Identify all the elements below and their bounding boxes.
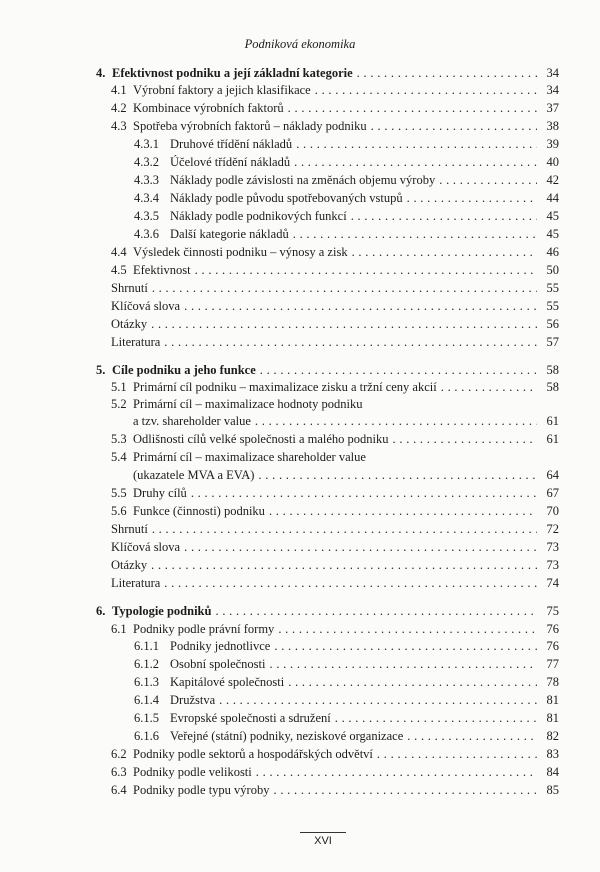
toc-entry-number: 6.4 xyxy=(111,783,127,797)
toc-entry-title: Kombinace výrobních faktorů xyxy=(133,101,284,115)
toc-entry xyxy=(134,693,559,707)
toc-leader-dots xyxy=(335,711,537,725)
toc-entry-title: Shrnutí xyxy=(111,522,148,536)
toc-leader-dots xyxy=(273,783,537,797)
toc-entry xyxy=(134,191,559,205)
toc-entry-page: 72 xyxy=(546,522,559,536)
toc-leader-dots xyxy=(274,639,537,653)
toc-entry-number: 4.3.1 xyxy=(134,137,159,151)
toc-leader-dots xyxy=(393,432,537,446)
toc-entry-number: 6.3 xyxy=(111,765,127,779)
toc-entry-page: 76 xyxy=(546,639,559,653)
toc-leader-dots xyxy=(184,540,537,554)
toc-entry-page: 34 xyxy=(546,83,559,97)
toc-entry-number: 6.2 xyxy=(111,747,127,761)
toc-entry xyxy=(111,380,559,394)
toc-entry-page: 84 xyxy=(546,765,559,779)
toc-entry-page: 78 xyxy=(546,675,559,689)
toc-entry-page: 57 xyxy=(546,335,559,349)
toc-entry-title: Klíčová slova xyxy=(111,540,181,554)
toc-entry xyxy=(111,540,559,554)
toc-entry xyxy=(134,155,559,169)
toc-entry-number: 4. xyxy=(96,66,106,80)
toc-leader-dots xyxy=(152,281,537,295)
toc-entry-title: Cíle podniku a jeho funkce xyxy=(112,363,256,377)
toc-leader-dots xyxy=(151,317,537,331)
toc-entry-number: 5.6 xyxy=(111,504,127,518)
toc-leader-dots xyxy=(296,137,537,151)
toc-entry xyxy=(134,729,559,743)
toc-entry-number: 6.1 xyxy=(111,622,127,636)
running-head: Podniková ekonomika xyxy=(244,37,356,51)
toc-entry-title: Typologie podniků xyxy=(112,604,212,618)
toc-leader-dots xyxy=(164,576,537,590)
toc-entry-page: 82 xyxy=(546,729,559,743)
toc-entry-title: Výrobní faktory a jejich klasifikace xyxy=(133,83,311,97)
toc-entry-number: 4.3 xyxy=(111,119,127,133)
toc-entry-page: 76 xyxy=(546,622,559,636)
toc-entry xyxy=(134,209,559,223)
toc-entry xyxy=(111,504,559,518)
toc-entry-page: 46 xyxy=(546,245,559,259)
toc-entry-page: 70 xyxy=(546,504,559,518)
toc-leader-dots xyxy=(377,747,537,761)
toc-entry-number: 6.1.1 xyxy=(134,639,159,653)
toc-entry-title: Literatura xyxy=(111,335,161,349)
toc-leader-dots xyxy=(357,66,537,80)
toc-entry-page: 61 xyxy=(546,432,559,446)
toc-leader-dots xyxy=(195,263,537,277)
toc-entry-title: Náklady podle podnikových funkcí xyxy=(170,209,347,223)
toc-entry-page: 81 xyxy=(546,711,559,725)
toc-entry xyxy=(111,299,559,313)
toc-entry xyxy=(134,227,559,241)
toc-entry-page: 38 xyxy=(546,119,559,133)
toc-entry-title: Primární cíl – maximalizace hodnoty podniku xyxy=(133,397,363,411)
toc-entry-page: 67 xyxy=(546,486,559,500)
toc-entry-title: Náklady podle původu spotřebovaných vstupů xyxy=(170,191,403,205)
toc-entry-title: Shrnutí xyxy=(111,281,148,295)
toc-entry xyxy=(111,397,559,411)
toc-entry-page: 85 xyxy=(546,783,559,797)
toc-entry-title: Výsledek činnosti podniku – výnosy a zisk xyxy=(133,245,348,259)
toc-entry-page: 73 xyxy=(546,558,559,572)
toc-leader-dots xyxy=(288,675,537,689)
toc-entry-number: 6.1.4 xyxy=(134,693,159,707)
toc-entry-page: 39 xyxy=(546,137,559,151)
toc-entry xyxy=(111,783,559,797)
toc-entry-number: 4.4 xyxy=(111,245,127,259)
toc-entry-page: 45 xyxy=(546,227,559,241)
toc-entry-page: 42 xyxy=(546,173,559,187)
toc-entry-title: Kapitálové společnosti xyxy=(170,675,285,689)
toc-entry-title: Podniky podle velikosti xyxy=(133,765,252,779)
toc-entry-title: Odlišnosti cílů velké společnosti a malého podniku xyxy=(133,432,389,446)
toc-entry xyxy=(111,450,559,464)
toc-entry-title: Osobní společnosti xyxy=(170,657,266,671)
toc-entry xyxy=(111,281,559,295)
toc-entry-title: Družstva xyxy=(170,693,216,707)
toc-entry-page: 44 xyxy=(546,191,559,205)
toc-leader-dots xyxy=(407,191,537,205)
toc-entry-number: 5.3 xyxy=(111,432,127,446)
toc-entry-number: 6.1.2 xyxy=(134,657,159,671)
toc-entry-number: 5.2 xyxy=(111,397,127,411)
toc-entry-page: 56 xyxy=(546,317,559,331)
toc-leader-dots xyxy=(294,155,537,169)
toc-entry xyxy=(111,558,559,572)
toc-entry-page: 73 xyxy=(546,540,559,554)
toc-entry-number: 4.3.6 xyxy=(134,227,159,241)
toc-entry-title: Primární cíl – maximalizace shareholder value xyxy=(133,450,366,464)
toc-entry-title: Primární cíl podniku – maximalizace zisku a tržní ceny akcií xyxy=(133,380,437,394)
toc-entry xyxy=(111,335,559,349)
toc-leader-dots xyxy=(164,335,537,349)
toc-entry xyxy=(111,765,559,779)
toc-entry-title: a tzv. shareholder value xyxy=(133,414,251,428)
toc-entry-page: 75 xyxy=(546,604,559,618)
toc-entry-title: Otázky xyxy=(111,558,148,572)
toc-leader-dots xyxy=(441,380,537,394)
toc-chapter-entry xyxy=(96,604,559,618)
toc-entry-number: 4.3.4 xyxy=(134,191,159,205)
toc-entry-page: 55 xyxy=(546,281,559,295)
toc-entry-title: Spotřeba výrobních faktorů – náklady podniku xyxy=(133,119,367,133)
toc-entry-number: 4.3.2 xyxy=(134,155,159,169)
toc-chapter-entry xyxy=(96,363,559,377)
toc-leader-dots xyxy=(352,245,537,259)
toc-leader-dots xyxy=(288,101,537,115)
toc-leader-dots xyxy=(260,363,537,377)
toc-entry-number: 4.3.3 xyxy=(134,173,159,187)
toc-entry xyxy=(134,639,559,653)
toc-entry-number: 5.1 xyxy=(111,380,127,394)
toc-entry-title: Literatura xyxy=(111,576,161,590)
toc-entry-page: 58 xyxy=(546,380,559,394)
toc-leader-dots xyxy=(269,504,537,518)
toc-leader-dots xyxy=(315,83,537,97)
toc-entry-number: 6.1.3 xyxy=(134,675,159,689)
toc-entry-title: Evropské společnosti a sdružení xyxy=(170,711,331,725)
toc-entry xyxy=(111,101,559,115)
toc-entry xyxy=(111,622,559,636)
toc-entry-title: Otázky xyxy=(111,317,148,331)
toc-entry-title: Podniky podle právní formy xyxy=(133,622,275,636)
toc-entry-page: 45 xyxy=(546,209,559,223)
toc-entry-title: Podniky podle typu výroby xyxy=(133,783,270,797)
toc-leader-dots xyxy=(371,119,537,133)
page-number: XVI xyxy=(314,835,332,847)
toc-leader-dots xyxy=(215,604,537,618)
toc-leader-dots xyxy=(191,486,537,500)
toc-entry-page: 58 xyxy=(546,363,559,377)
toc-entry xyxy=(134,137,559,151)
toc-entry-page: 61 xyxy=(546,414,559,428)
toc-entry-number: 6. xyxy=(96,604,106,618)
toc-entry-number: 5. xyxy=(96,363,106,377)
toc-entry xyxy=(111,747,559,761)
toc-entry-page: 64 xyxy=(546,468,559,482)
toc-entry-number: 4.3.5 xyxy=(134,209,159,223)
toc-leader-dots xyxy=(258,468,537,482)
toc-entry-title: Účelové třídění nákladů xyxy=(170,155,291,169)
toc-entry-title: Další kategorie nákladů xyxy=(170,227,289,241)
toc-entry-title: Klíčová slova xyxy=(111,299,181,313)
toc-entry xyxy=(133,414,559,428)
toc-chapter-entry xyxy=(96,66,559,80)
toc-leader-dots xyxy=(255,414,537,428)
toc-entry xyxy=(111,263,559,277)
folio-rule xyxy=(300,832,346,833)
toc-entry xyxy=(111,576,559,590)
toc-leader-dots xyxy=(184,299,537,313)
toc-entry-number: 6.1.5 xyxy=(134,711,159,725)
toc-leader-dots xyxy=(407,729,537,743)
toc-entry xyxy=(134,173,559,187)
toc-entry-page: 40 xyxy=(546,155,559,169)
toc-entry xyxy=(134,675,559,689)
toc-entry-page: 74 xyxy=(546,576,559,590)
toc-entry-title: Funkce (činnosti) podniku xyxy=(133,504,265,518)
toc-entry-title: Podniky jednotlivce xyxy=(170,639,271,653)
toc-entry xyxy=(111,317,559,331)
toc-entry-page: 37 xyxy=(546,101,559,115)
toc-entry-number: 5.4 xyxy=(111,450,127,464)
toc-entry-number: 5.5 xyxy=(111,486,127,500)
toc-entry-number: 4.5 xyxy=(111,263,127,277)
toc-leader-dots xyxy=(269,657,537,671)
toc-entry-page: 77 xyxy=(546,657,559,671)
toc-leader-dots xyxy=(219,693,537,707)
toc-entry xyxy=(111,522,559,536)
toc-entry-title: Podniky podle sektorů a hospodářských odvětví xyxy=(133,747,373,761)
toc-entry-page: 83 xyxy=(546,747,559,761)
toc-entry-title: (ukazatele MVA a EVA) xyxy=(133,468,255,482)
toc-entry xyxy=(111,245,559,259)
toc-entry-page: 50 xyxy=(546,263,559,277)
toc-leader-dots xyxy=(151,558,537,572)
toc-entry-page: 55 xyxy=(546,299,559,313)
toc-entry-title: Efektivnost podniku a její základní kategorie xyxy=(112,66,353,80)
toc-leader-dots xyxy=(439,173,537,187)
toc-entry-title: Druhy cílů xyxy=(133,486,187,500)
toc-entry xyxy=(111,432,559,446)
toc-entry xyxy=(134,657,559,671)
toc-leader-dots xyxy=(278,622,537,636)
toc-leader-dots xyxy=(351,209,537,223)
toc-entry-page: 34 xyxy=(546,66,559,80)
toc-leader-dots xyxy=(152,522,537,536)
toc-leader-dots xyxy=(293,227,537,241)
toc-entry-title: Efektivnost xyxy=(133,263,191,277)
toc-entry xyxy=(111,83,559,97)
toc-entry xyxy=(111,119,559,133)
toc-entry xyxy=(134,711,559,725)
toc-entry-number: 4.1 xyxy=(111,83,127,97)
toc-entry-number: 4.2 xyxy=(111,101,127,115)
toc-entry-number: 6.1.6 xyxy=(134,729,159,743)
toc-entry-page: 81 xyxy=(546,693,559,707)
toc-entry-title: Veřejné (státní) podniky, neziskové organizace xyxy=(170,729,404,743)
toc-entry-title: Náklady podle závislosti na změnách objemu výroby xyxy=(170,173,436,187)
toc-entry xyxy=(133,468,559,482)
toc-entry xyxy=(111,486,559,500)
toc-entry-title: Druhové třídění nákladů xyxy=(170,137,293,151)
toc-leader-dots xyxy=(256,765,537,779)
